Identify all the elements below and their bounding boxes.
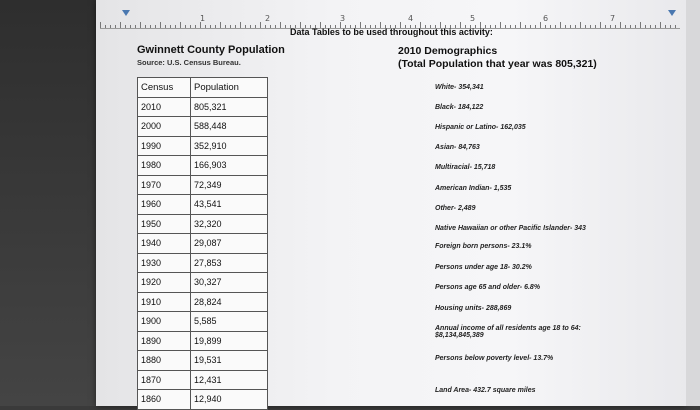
ruler-number: 5 — [470, 14, 476, 23]
ruler-tick — [520, 22, 521, 28]
population-cell: 28,824 — [191, 292, 268, 312]
population-table-title: Gwinnett County Population — [137, 44, 285, 56]
table-row — [138, 195, 268, 215]
demographic-item — [435, 325, 581, 339]
population-cell: 352,910 — [191, 136, 268, 156]
ruler-tick — [505, 25, 506, 28]
table-row — [138, 234, 268, 254]
ruler-tick — [660, 22, 661, 28]
table-row — [138, 117, 268, 137]
ruler-tick — [640, 22, 641, 28]
ruler-number: 3 — [340, 14, 346, 23]
ruler-tick — [595, 25, 596, 28]
census-year-cell: 1990 — [138, 136, 191, 156]
ruler-tick — [545, 25, 546, 28]
demographic-item-text: Multiracial- 15,718 — [435, 164, 496, 171]
ruler-tick — [135, 25, 136, 28]
population-cell: 19,531 — [191, 351, 268, 371]
demographic-item — [435, 205, 475, 212]
population-cell: 805,321 — [191, 97, 268, 117]
indent-marker-left[interactable] — [122, 10, 130, 16]
table-row — [138, 370, 268, 390]
ruler-tick — [190, 25, 191, 28]
ruler-tick — [105, 25, 106, 28]
ruler-tick — [665, 25, 666, 28]
census-year-cell: 1910 — [138, 292, 191, 312]
demographic-item — [435, 164, 495, 171]
ruler-tick — [270, 25, 271, 28]
table-row — [138, 175, 268, 195]
demographic-item — [435, 185, 511, 192]
ruler-tick — [175, 25, 176, 28]
ruler-tick — [615, 25, 616, 28]
population-cell: 27,853 — [191, 253, 268, 273]
census-year-cell: 1900 — [138, 312, 191, 332]
ruler-tick — [620, 22, 621, 28]
ruler-tick — [510, 25, 511, 28]
table-row — [138, 312, 268, 332]
ruler-number: 1 — [200, 14, 206, 23]
demographic-item-text: Other- 2,489 — [435, 205, 476, 212]
demographic-item-text: Housing units- 288,869 — [435, 305, 512, 312]
ruler-tick — [210, 25, 211, 28]
demographic-item-text: Persons under age 18- 30.2% — [435, 264, 532, 271]
population-cell: 32,320 — [191, 214, 268, 234]
population-cell: 12,940 — [191, 390, 268, 410]
ruler-tick — [625, 25, 626, 28]
table-row — [138, 253, 268, 273]
ruler-tick — [230, 25, 231, 28]
demographic-item — [435, 144, 480, 151]
ruler-tick — [140, 22, 141, 28]
ruler-tick — [280, 22, 281, 28]
ruler-tick — [125, 25, 126, 28]
demographics-title-line2: (Total Population that year was 805,321) — [398, 58, 597, 70]
ruler[interactable] — [100, 8, 680, 29]
demographics-title — [398, 45, 597, 71]
census-year-cell: 1940 — [138, 234, 191, 254]
population-cell: 166,903 — [191, 156, 268, 176]
ruler-number: 6 — [543, 14, 549, 23]
ruler-tick — [205, 25, 206, 28]
ruler-tick — [275, 25, 276, 28]
demographic-item — [435, 225, 586, 232]
demographic-item — [435, 124, 526, 131]
ruler-tick — [170, 25, 171, 28]
table-row — [138, 136, 268, 156]
ruler-tick — [180, 22, 181, 28]
table-row — [138, 156, 268, 176]
ruler-tick — [635, 25, 636, 28]
table-row — [138, 97, 268, 117]
demographic-item-value: $8,134,845,389 — [435, 332, 484, 339]
ruler-tick — [285, 25, 286, 28]
ruler-tick — [220, 22, 221, 28]
population-cell: 588,448 — [191, 117, 268, 137]
ruler-tick — [255, 25, 256, 28]
population-table-source: Source: U.S. Census Bureau. — [137, 58, 241, 67]
ruler-tick — [225, 25, 226, 28]
ruler-tick — [560, 22, 561, 28]
ruler-tick — [165, 25, 166, 28]
demographic-item-text: American Indian- 1,535 — [435, 185, 512, 192]
ruler-number: 2 — [265, 14, 271, 23]
ruler-tick — [585, 25, 586, 28]
ruler-tick — [525, 25, 526, 28]
demographic-item-text: Black- 184,122 — [435, 104, 484, 111]
ruler-tick — [575, 25, 576, 28]
ruler-tick — [540, 22, 541, 28]
demographic-item-text: Foreign born persons- 23.1% — [435, 243, 532, 250]
ruler-tick — [535, 25, 536, 28]
ruler-tick — [655, 25, 656, 28]
page-edge — [686, 0, 700, 406]
demographic-item — [435, 284, 540, 291]
ruler-tick — [265, 25, 266, 28]
demographic-item — [435, 387, 536, 394]
ruler-tick — [240, 22, 241, 28]
ruler-tick — [580, 22, 581, 28]
table-row — [138, 292, 268, 312]
population-cell: 29,087 — [191, 234, 268, 254]
census-year-cell: 1870 — [138, 370, 191, 390]
ruler-tick — [610, 25, 611, 28]
census-year-cell: 2010 — [138, 97, 191, 117]
table-row — [138, 214, 268, 234]
ruler-tick — [590, 25, 591, 28]
ruler-tick — [260, 22, 261, 28]
demographic-item-text: Persons below poverty level- 13.7% — [435, 355, 554, 362]
census-year-cell: 1890 — [138, 331, 191, 351]
demographic-item — [435, 84, 484, 91]
ruler-tick — [555, 25, 556, 28]
ruler-tick — [160, 22, 161, 28]
demographic-item-text: Land Area- 432.7 square miles — [435, 387, 536, 394]
demographic-item — [435, 305, 511, 312]
ruler-tick — [150, 25, 151, 28]
column-header-population: Population — [191, 78, 268, 98]
ruler-tick — [565, 25, 566, 28]
demographic-item — [435, 264, 532, 271]
demographic-item-text: White- 354,341 — [435, 84, 484, 91]
ruler-tick — [500, 22, 501, 28]
ruler-tick — [650, 25, 651, 28]
ruler-tick — [530, 25, 531, 28]
demographic-item — [435, 104, 483, 111]
ruler-tick — [605, 25, 606, 28]
population-cell: 12,431 — [191, 370, 268, 390]
population-cell: 30,327 — [191, 273, 268, 293]
census-year-cell: 1860 — [138, 390, 191, 410]
demographic-item-text: Native Hawaiian or other Pacific Islander- 343 — [435, 225, 586, 232]
ruler-tick — [570, 25, 571, 28]
ruler-tick — [195, 25, 196, 28]
census-year-cell: 2000 — [138, 117, 191, 137]
table-row — [138, 331, 268, 351]
table-row — [138, 273, 268, 293]
population-cell: 5,585 — [191, 312, 268, 332]
ruler-tick — [235, 25, 236, 28]
ruler-tick — [185, 25, 186, 28]
ruler-tick — [100, 22, 101, 28]
census-year-cell: 1960 — [138, 195, 191, 215]
demographic-item-text: Asian- 84,763 — [435, 144, 480, 151]
census-year-cell: 1970 — [138, 175, 191, 195]
table-row — [138, 351, 268, 371]
ruler-tick — [645, 25, 646, 28]
ruler-tick — [155, 25, 156, 28]
table-header-row — [138, 78, 268, 98]
ruler-number: 7 — [610, 14, 616, 23]
ruler-tick — [630, 25, 631, 28]
indent-marker-right[interactable] — [668, 10, 676, 16]
census-year-cell: 1930 — [138, 253, 191, 273]
demographic-item — [435, 243, 531, 250]
demographic-item-text: Annual income of all residents age 18 to 64: — [435, 325, 581, 332]
ruler-tick — [245, 25, 246, 28]
column-header-census: Census — [138, 78, 191, 98]
ruler-tick — [110, 25, 111, 28]
population-cell: 43,541 — [191, 195, 268, 215]
page-heading: Data Tables to be used throughout this activity: — [290, 27, 493, 37]
ruler-number: 4 — [408, 14, 414, 23]
demographics-title-line1: 2010 Demographics — [398, 45, 498, 57]
ruler-tick — [515, 25, 516, 28]
ruler-tick — [120, 22, 121, 28]
ruler-tick — [670, 25, 671, 28]
population-table — [137, 77, 268, 410]
census-year-cell: 1980 — [138, 156, 191, 176]
ruler-tick — [215, 25, 216, 28]
census-year-cell: 1880 — [138, 351, 191, 371]
ruler-tick — [145, 25, 146, 28]
demographic-item — [435, 355, 553, 362]
ruler-tick — [675, 25, 676, 28]
ruler-tick — [250, 25, 251, 28]
census-year-cell: 1950 — [138, 214, 191, 234]
ruler-tick — [130, 25, 131, 28]
ruler-tick — [550, 25, 551, 28]
demographic-item-text: Persons age 65 and older- 6.8% — [435, 284, 541, 291]
ruler-tick — [115, 25, 116, 28]
ruler-tick — [600, 22, 601, 28]
table-row — [138, 390, 268, 410]
population-cell: 19,899 — [191, 331, 268, 351]
population-cell: 72,349 — [191, 175, 268, 195]
demographic-item-text: Hispanic or Latino- 162,035 — [435, 124, 526, 131]
census-year-cell: 1920 — [138, 273, 191, 293]
ruler-tick — [495, 25, 496, 28]
